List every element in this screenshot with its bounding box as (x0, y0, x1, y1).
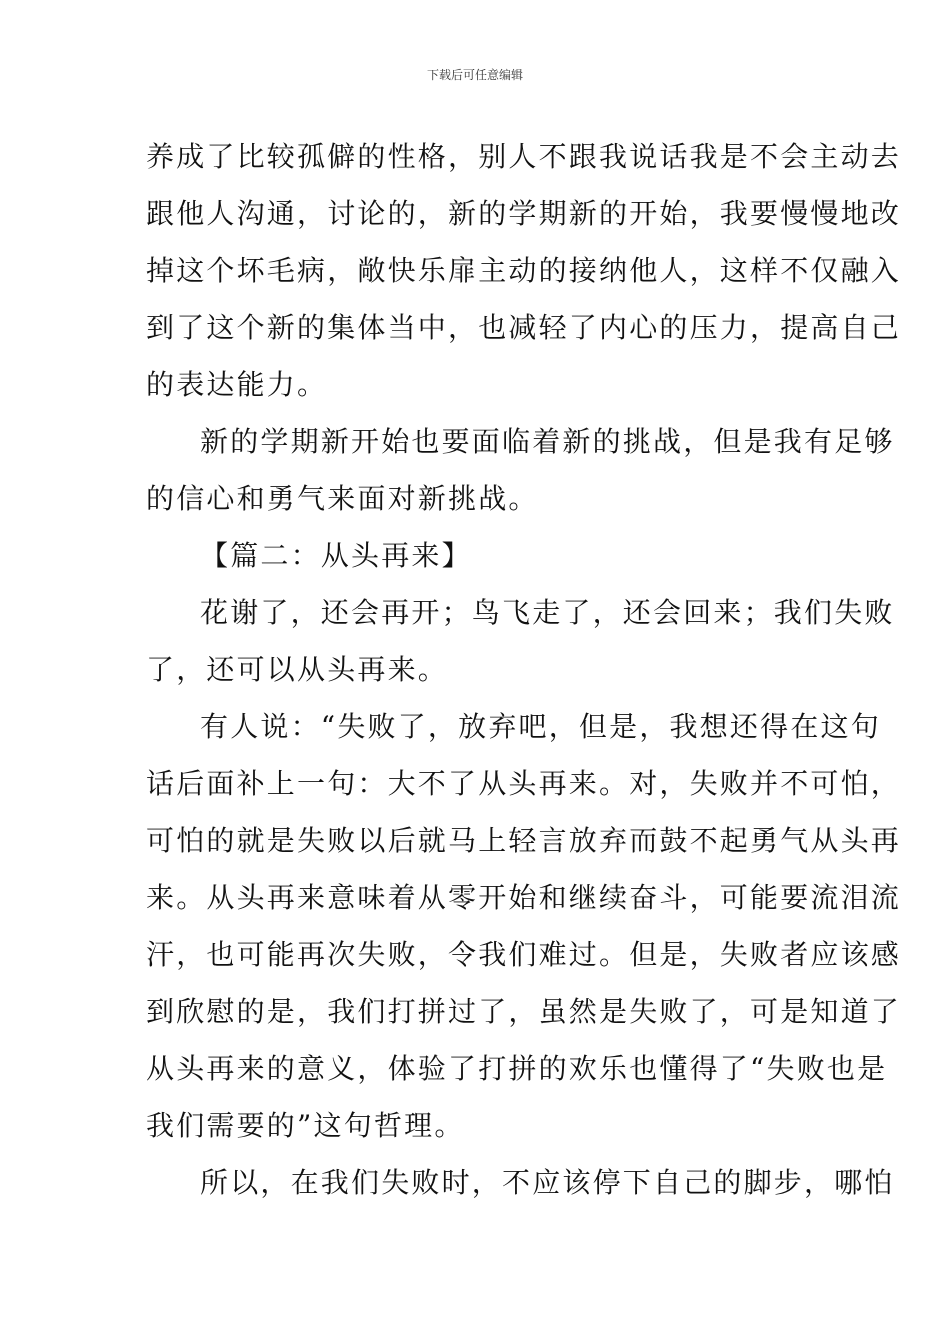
text-line: 养成了比较孤僻的性格，别人不跟我说话我是不会主动去 (146, 140, 902, 173)
page-header: 下载后可任意编辑 (426, 68, 523, 82)
text-line: 从头再来的意义，体验了打拼的欢乐也懂得了“失败也是 (146, 1052, 888, 1085)
text-line: 话后面补上一句：大不了从头再来。对，失败并不可怕， (146, 767, 902, 800)
text-line: 我们需要的”这句哲理。 (146, 1109, 465, 1142)
text-line: 掉这个坏毛病，敞快乐扉主动的接纳他人，这样不仅融入 (146, 254, 902, 287)
document-body (146, 128, 902, 1211)
text-line: 的表达能力。 (146, 368, 328, 401)
text-line: 可怕的就是失败以后就马上轻言放弃而鼓不起勇气从头再 (146, 824, 902, 857)
text-line: 到了这个新的集体当中，也减轻了内心的压力，提高自己 (146, 311, 902, 344)
text-line: 了，还可以从头再来。 (146, 653, 449, 686)
text-line: 汗，也可能再次失败，令我们难过。但是，失败者应该感 (146, 938, 902, 971)
text-line: 有人说：“失败了，放弃吧，但是，我想还得在这句 (200, 710, 881, 743)
text-line: 【篇二：从头再来】 (200, 539, 472, 572)
text-line: 跟他人沟通，讨论的，新的学期新的开始，我要慢慢地改 (146, 197, 902, 230)
text-line: 的信心和勇气来面对新挑战。 (146, 482, 539, 515)
text-line: 来。从头再来意味着从零开始和继续奋斗，可能要流泪流 (146, 881, 902, 914)
text-line: 花谢了，还会再开；鸟飞走了，还会回来；我们失败 (200, 596, 895, 629)
text-line: 所以，在我们失败时，不应该停下自己的脚步，哪怕 (200, 1166, 895, 1199)
text-line: 到欣慰的是，我们打拼过了，虽然是失败了，可是知道了 (146, 995, 902, 1028)
text-line: 新的学期新开始也要面临着新的挑战，但是我有足够 (200, 425, 895, 458)
